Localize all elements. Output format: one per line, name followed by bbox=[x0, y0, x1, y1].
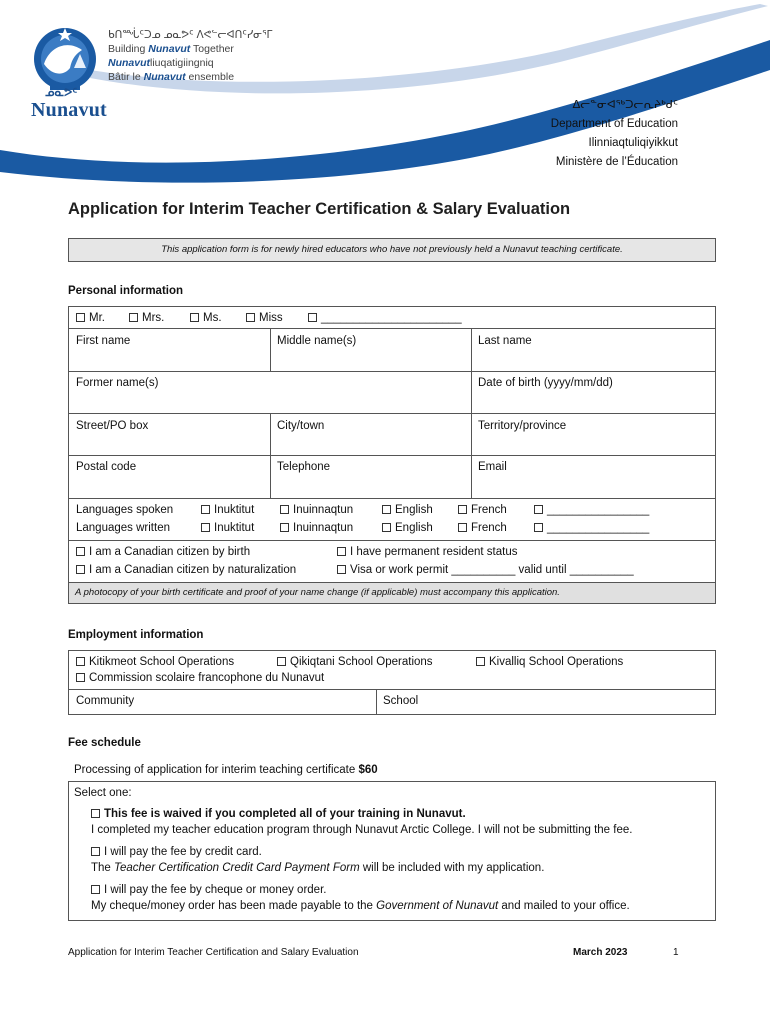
city-field[interactable]: City/town bbox=[277, 420, 325, 432]
written-french[interactable]: French bbox=[458, 522, 507, 534]
form-notice: This application form is for newly hired educators who have not previously held a Nunavut teaching certificate. bbox=[68, 238, 716, 262]
checkbox-icon bbox=[91, 809, 100, 818]
checkbox-icon bbox=[201, 505, 210, 514]
qikiqtani-option[interactable]: Qikiqtani School Operations bbox=[277, 656, 433, 668]
nunavut-wordmark: ᓄᓇᕗᑦ Nunavut bbox=[31, 87, 107, 121]
middle-name-field[interactable]: Middle name(s) bbox=[277, 335, 357, 347]
visa-work-permit-option[interactable]: Visa or work permit __________ valid until __________ bbox=[337, 564, 634, 576]
checkbox-icon bbox=[76, 313, 85, 322]
street-field[interactable]: Street/PO box bbox=[76, 420, 149, 432]
fee-waived-option[interactable]: This fee is waived if you completed all of your training in Nunavut. bbox=[91, 808, 466, 820]
form-title: Application for Interim Teacher Certification & Salary Evaluation bbox=[68, 200, 571, 218]
checkbox-icon bbox=[190, 313, 199, 322]
former-name-field[interactable]: Former name(s) bbox=[76, 377, 159, 389]
written-inuinnaqtun[interactable]: Inuinnaqtun bbox=[280, 522, 353, 534]
spoken-inuktitut[interactable]: Inuktitut bbox=[201, 504, 254, 516]
page-number: 1 bbox=[673, 947, 679, 958]
divider bbox=[68, 498, 716, 499]
checkbox-icon bbox=[91, 885, 100, 894]
telephone-field[interactable]: Telephone bbox=[277, 461, 331, 473]
divider bbox=[68, 328, 716, 329]
checkbox-icon bbox=[246, 313, 255, 322]
employment-info-heading: Employment information bbox=[68, 629, 204, 641]
divider bbox=[68, 540, 716, 541]
slogan-english: Building Nunavut Together bbox=[108, 43, 234, 55]
footer-date: March 2023 bbox=[573, 947, 628, 958]
checkbox-icon bbox=[76, 673, 85, 682]
divider bbox=[68, 455, 716, 456]
slogan bbox=[108, 28, 272, 84]
slogan-syllabics: ᑲᑎᙶᑦᑐᓄ ᓄᓇᕗᑦ ᐱᕙᓪᓕᐊᑎᑦᓯᓂᕐᒥ bbox=[108, 29, 273, 41]
checkbox-icon bbox=[534, 505, 543, 514]
checkbox-icon bbox=[308, 313, 317, 322]
credit-card-option[interactable]: I will pay the fee by credit card. bbox=[91, 846, 262, 858]
credit-card-description: The Teacher Certification Credit Card Payment Form will be included with my application. bbox=[91, 862, 545, 874]
checkbox-icon bbox=[129, 313, 138, 322]
title-option-miss[interactable]: Miss bbox=[246, 312, 283, 324]
slogan-inuinnaqtun: Nunavutliuqatigiingniq bbox=[108, 57, 214, 69]
written-english[interactable]: English bbox=[382, 522, 433, 534]
checkbox-icon bbox=[76, 547, 85, 556]
footer-document-name: Application for Interim Teacher Certification and Salary Evaluation bbox=[68, 947, 359, 958]
first-name-field[interactable]: First name bbox=[76, 335, 131, 347]
fee-schedule-heading: Fee schedule bbox=[68, 737, 141, 749]
title-option-mrs[interactable]: Mrs. bbox=[129, 312, 164, 324]
kivalliq-option[interactable]: Kivalliq School Operations bbox=[476, 656, 623, 668]
spoken-english[interactable]: English bbox=[382, 504, 433, 516]
fee-waived-description: I completed my teacher education program through Nunavut Arctic College. I will not be submitting the fee. bbox=[91, 824, 633, 836]
divider bbox=[68, 413, 716, 414]
photocopy-note: A photocopy of your birth certificate and proof of your name change (if applicable) must accompany this application. bbox=[69, 583, 715, 603]
department-name: ᐃᓕᓐᓂᐊᖅᑐᓕᕆᔨᒃᑯᑦ Department of Education Ilinniaqtuliqiyikkut Ministère de l’Éducation bbox=[550, 99, 678, 168]
community-field[interactable]: Community bbox=[76, 695, 135, 707]
checkbox-icon bbox=[476, 657, 485, 666]
cheque-description: My cheque/money order has been made payable to the Government of Nunavut and mailed to your office. bbox=[91, 900, 630, 912]
languages-spoken-label: Languages spoken bbox=[76, 504, 174, 516]
divider bbox=[270, 328, 271, 371]
spoken-other[interactable]: ________________ bbox=[534, 504, 649, 516]
checkbox-icon bbox=[337, 547, 346, 556]
personal-info-heading: Personal information bbox=[68, 285, 184, 297]
checkbox-icon bbox=[76, 565, 85, 574]
written-other[interactable]: ________________ bbox=[534, 522, 649, 534]
postal-code-field[interactable]: Postal code bbox=[76, 461, 137, 473]
commission-scolaire-option[interactable]: Commission scolaire francophone du Nunavut bbox=[76, 672, 324, 684]
checkbox-icon bbox=[382, 505, 391, 514]
title-option-mr[interactable]: Mr. bbox=[76, 312, 105, 324]
email-field[interactable]: Email bbox=[478, 461, 507, 473]
processing-fee-amount: $60 bbox=[358, 764, 378, 776]
school-field[interactable]: School bbox=[383, 695, 419, 707]
checkbox-icon bbox=[337, 565, 346, 574]
languages-written-label: Languages written bbox=[76, 522, 170, 534]
divider bbox=[376, 689, 377, 715]
spoken-french[interactable]: French bbox=[458, 504, 507, 516]
divider bbox=[68, 689, 716, 690]
checkbox-icon bbox=[382, 523, 391, 532]
kitikmeot-option[interactable]: Kitikmeot School Operations bbox=[76, 656, 234, 668]
checkbox-icon bbox=[458, 523, 467, 532]
slogan-french: Bâtir le Nunavut ensemble bbox=[108, 71, 235, 83]
territory-field[interactable]: Territory/province bbox=[478, 420, 567, 432]
last-name-field[interactable]: Last name bbox=[478, 335, 532, 347]
checkbox-icon bbox=[458, 505, 467, 514]
checkbox-icon bbox=[201, 523, 210, 532]
checkbox-icon bbox=[91, 847, 100, 856]
cheque-option[interactable]: I will pay the fee by cheque or money order. bbox=[91, 884, 326, 896]
divider bbox=[68, 371, 716, 372]
checkbox-icon bbox=[277, 657, 286, 666]
spoken-inuinnaqtun[interactable]: Inuinnaqtun bbox=[280, 504, 353, 516]
date-of-birth-field[interactable]: Date of birth (yyyy/mm/dd) bbox=[478, 377, 613, 389]
letterhead bbox=[0, 0, 770, 190]
processing-fee-line: Processing of application for interim teaching certificate $60 bbox=[74, 764, 378, 776]
written-inuktitut[interactable]: Inuktitut bbox=[201, 522, 254, 534]
checkbox-icon bbox=[534, 523, 543, 532]
checkbox-icon bbox=[280, 505, 289, 514]
checkbox-icon bbox=[76, 657, 85, 666]
title-option-other[interactable]: ______________________ bbox=[308, 312, 462, 324]
citizen-by-birth-option[interactable]: I am a Canadian citizen by birth bbox=[76, 546, 250, 558]
permanent-resident-option[interactable]: I have permanent resident status bbox=[337, 546, 518, 558]
title-option-ms[interactable]: Ms. bbox=[190, 312, 222, 324]
checkbox-icon bbox=[280, 523, 289, 532]
citizen-by-naturalization-option[interactable]: I am a Canadian citizen by naturalization bbox=[76, 564, 296, 576]
select-one-label: Select one: bbox=[74, 787, 132, 799]
